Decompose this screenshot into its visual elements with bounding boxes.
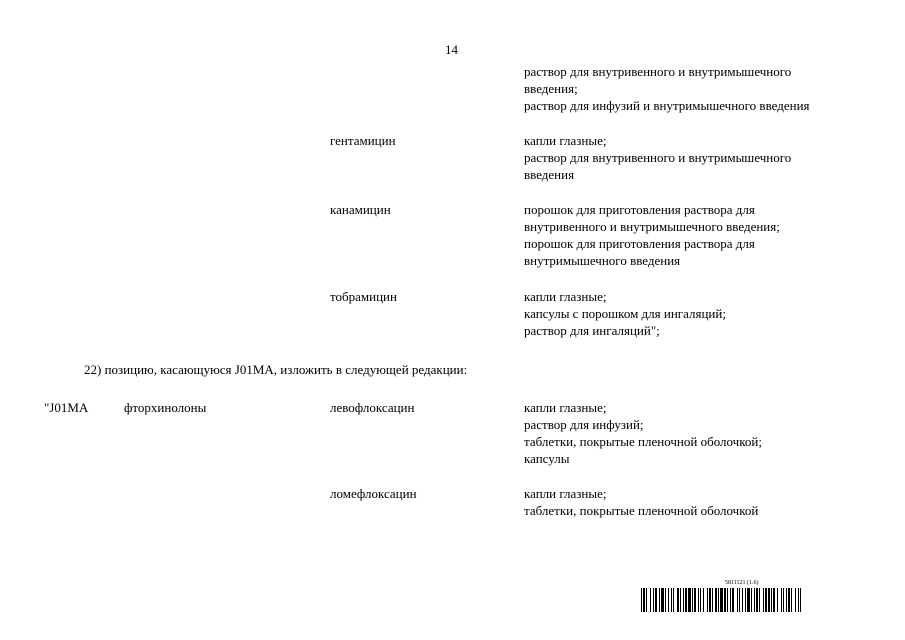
form-line: раствор для внутривенного и внутримышечного	[524, 150, 792, 165]
barcode-number: 5811121 (1.6)	[725, 580, 759, 586]
form-line: раствор для инфузий и внутримышечного введения	[524, 98, 810, 113]
continuation-forms	[524, 63, 810, 114]
form-line: порошок для приготовления раствора для	[524, 202, 755, 217]
drug-name-lomefloxacin: ломефлоксацин	[330, 486, 417, 501]
atc-group: фторхинолоны	[124, 400, 207, 415]
form-line: внутримышечного введения	[524, 253, 681, 268]
form-line: внутривенного и внутримышечного введения;	[524, 219, 780, 234]
form-line: таблетки, покрытые пленочной оболочкой	[524, 503, 759, 518]
form-line: таблетки, покрытые пленочной оболочкой;	[524, 434, 762, 449]
form-line: капли глазные;	[524, 486, 607, 501]
form-line: капли глазные;	[524, 133, 607, 148]
form-line: порошок для приготовления раствора для	[524, 236, 755, 251]
amendment-instruction: 22) позицию, касающуюся J01MA, изложить в следующей редакции:	[84, 362, 468, 377]
drug-name-gentamicin: гентамицин	[330, 133, 396, 148]
drug-forms-kanamycin	[524, 201, 780, 269]
drug-forms-tobramycin	[524, 288, 726, 339]
barcode-bar	[801, 588, 803, 612]
drug-name-levofloxacin: левофлоксацин	[330, 400, 415, 415]
drug-forms-gentamicin	[524, 132, 791, 183]
form-line: введения	[524, 167, 575, 182]
form-line: раствор для ингаляций";	[524, 323, 660, 338]
form-line: капли глазные;	[524, 400, 607, 415]
form-line: капли глазные;	[524, 289, 607, 304]
form-line: раствор для инфузий;	[524, 417, 644, 432]
form-line: введения;	[524, 81, 578, 96]
drug-forms-levofloxacin	[524, 399, 762, 467]
drug-name-tobramycin: тобрамицин	[330, 289, 397, 304]
form-line: раствор для внутривенного и внутримышечного	[524, 64, 792, 79]
drug-name-kanamycin: канамицин	[330, 202, 391, 217]
form-line: капсулы с порошком для ингаляций;	[524, 306, 726, 321]
barcode	[641, 588, 857, 612]
form-line: капсулы	[524, 451, 570, 466]
page-number: 14	[445, 42, 458, 57]
drug-forms-lomefloxacin	[524, 485, 758, 519]
atc-code: "J01MA	[44, 400, 89, 415]
